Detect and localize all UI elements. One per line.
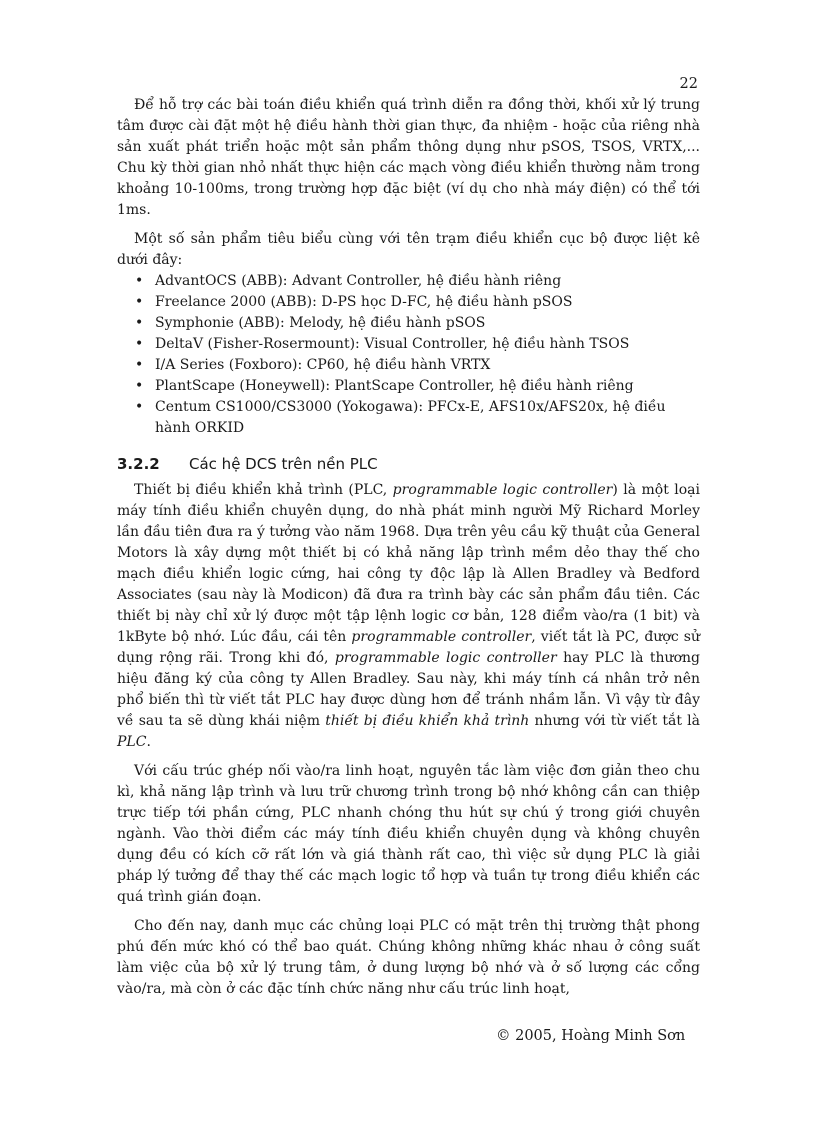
paragraph-plc-variety: Cho đến nay, danh mục các chủng loại PLC có mặt trên thị trường thật phong phú đến mức khó có thể bao quát. Chúng không những khác nhau ở công suất làm việc của bộ xử lý trung tâm, ở dung lượng bộ nhớ và ở số lượng các cổng vào/ra, mà còn ở các đặc tính chức năng như cấu trúc linh hoạt, (117, 918, 700, 997)
italic-term: thiết bị điều khiển khả trình (325, 713, 530, 729)
list-item: • DeltaV (Fisher-Rosermount): Visual Controller, hệ điều hành TSOS (155, 334, 700, 355)
paragraph-plc-advantages: Với cấu trúc ghép nối vào/ra linh hoạt, nguyên tắc làm việc đơn giản theo chu kì, khả năng lập trình và lưu trữ chương trình trong bộ nhớ không cần can thiệp trực tiếp tới phần cứng, PLC nhanh chóng thu hút sự chú ý trong giới chuyên ngành. Vào thời điểm các máy tính điều khiển chuyên dụng và không chuyên dụng đều có kích cỡ rất lớn và giá thành rất cao, thì việc sử dụng PLC là giải pháp lý tưởng để thay thế các mạch logic tổ hợp và tuần tự trong điều khiển các quá trình gián đoạn. (117, 763, 700, 905)
document-body (117, 95, 700, 1000)
copyright-footer: © 2005, Hoàng Minh Sơn (496, 1028, 686, 1044)
list-item: • Symphonie (ABB): Melody, hệ điều hành pSOS (155, 313, 700, 334)
text-run: ) là một loại máy tính điều khiển chuyên dụng, do nhà phát minh người Mỹ Richard Morley lần đầu tiên đưa ra ý tưởng vào năm 1968. Dựa trên yêu cầu kỹ thuật của General Motors là xây dựng một thiết bị có khả năng lập trình mềm dẻo thay thế cho mạch điều khiển logic cứng, hai công ty độc lập là Allen Bradley và Bedford Associates (sau này là Modicon) đã đưa ra trình bày các sản phẩm đầu tiên. Các thiết bị này chỉ xử lý được một tập lệnh logic cơ bản, 128 điểm vào/ra (1 bit) và 1kByte bộ nhớ. Lúc đầu, cái tên (117, 482, 701, 645)
product-list (117, 271, 700, 439)
section-title: Các hệ DCS trên nền PLC (189, 455, 378, 473)
text-run: nhưng với từ viết tắt là (529, 713, 700, 729)
italic-term: programmable logic controller (334, 650, 557, 666)
paragraph-product-intro: Một số sản phẩm tiêu biểu cùng với tên trạm điều khiển cục bộ được liệt kê dưới đây: (117, 231, 700, 268)
italic-term: programmable logic controller (392, 482, 613, 498)
section-number: 3.2.2 (117, 455, 160, 473)
list-item: • I/A Series (Foxboro): CP60, hệ điều hành VRTX (155, 355, 700, 376)
list-item: • Freelance 2000 (ABB): D-PS học D-FC, hệ điều hành pSOS (155, 292, 700, 313)
page-number: 22 (679, 76, 698, 92)
list-item: • Centum CS1000/CS3000 (Yokogawa): PFCx-E, AFS10x/AFS20x, hệ điều hành ORKID (155, 397, 700, 439)
paragraph-plc-history (117, 480, 700, 753)
paragraph-realtime-os: Để hỗ trợ các bài toán điều khiển quá trình diễn ra đồng thời, khối xử lý trung tâm được cài đặt một hệ điều hành thời gian thực, đa nhiệm - hoặc của riêng nhà sản xuất phát triển hoặc một sản phẩm thông dụng như pSOS, TSOS, VRTX,... Chu kỳ thời gian nhỏ nhất thực hiện các mạch vòng điều khiển thường nằm trong khoảng 10-100ms, trong trường hợp đặc biệt (ví dụ cho nhà máy điện) có thể tới 1ms. (117, 97, 700, 218)
text-run: , viết tắt là PC, được sử dụng rộng rãi. Trong khi đó, (117, 629, 700, 666)
italic-term: PLC (117, 734, 147, 750)
italic-term: programmable controller (351, 629, 532, 645)
list-item: • PlantScape (Honeywell): PlantScape Controller, hệ điều hành riêng (155, 376, 700, 397)
list-item: • AdvantOCS (ABB): Advant Controller, hệ điều hành riêng (155, 271, 700, 292)
text-run: Thiết bị điều khiển khả trình (PLC, (134, 482, 393, 498)
text-run: . (146, 734, 151, 750)
text-run: hay PLC là thương hiệu đăng ký của công ty Allen Bradley. Sau này, khi máy tính cá nhân trở nên phổ biến thì từ viết tắt PLC hay được dùng hơn để tránh nhầm lẫn. Vì vậy từ đây về sau ta sẽ dùng khái niệm (117, 650, 700, 729)
section-heading (117, 454, 700, 475)
